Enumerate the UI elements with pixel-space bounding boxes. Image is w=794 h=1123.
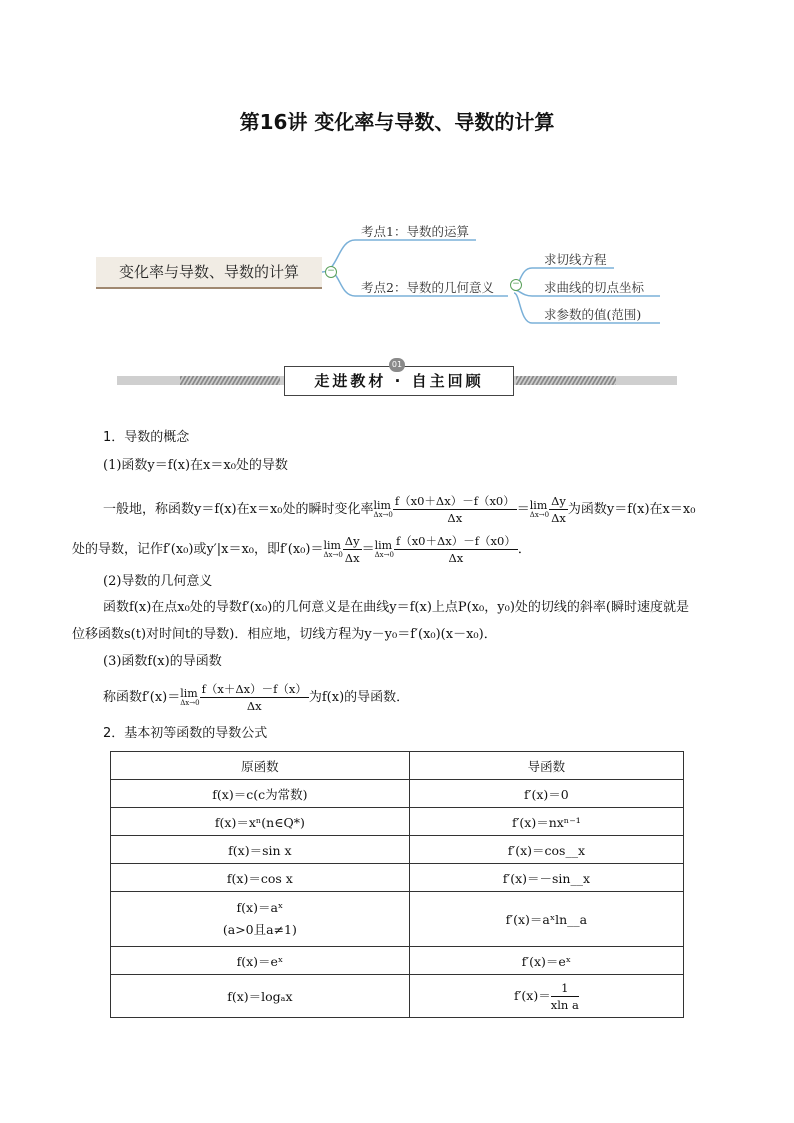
page-title: 第16讲 变化率与导数、导数的计算 bbox=[239, 110, 555, 134]
mindmap-sub-item: 求切线方程 bbox=[544, 252, 607, 267]
table-row: f(x)＝logₐx f′(x)＝ $\frac{1}{\text{xln a}}$ bbox=[111, 975, 684, 1018]
section-banner: 走进教材 · 自主回顾 bbox=[284, 366, 514, 396]
definition-line-1: 一般地，称函数y＝f(x)在x＝x₀处的瞬时变化率lim Δx→0 $\frac{f(x0+\Delta x)-f(x0)}{\Delta x}$ ＝lim Δx→0 $\frac{\Delta y}{\Delta x}$ 为函数y＝f(x)在x＝x₀ bbox=[103, 494, 696, 525]
section-heading: 1．导数的概念 bbox=[103, 430, 190, 445]
table-cell-line: (a>0且a≠1) bbox=[222, 922, 297, 937]
derivative-formula-table bbox=[110, 751, 684, 1018]
table-header: 导函数 bbox=[409, 752, 683, 780]
reciprocal-fraction: $\frac{1}{\text{xln a}}$ bbox=[550, 980, 579, 1012]
table-row: f(x)＝xⁿ(n∈Q*) f′(x)＝nxⁿ⁻¹ bbox=[111, 808, 684, 836]
derivative-function-definition: 称函数f′(x)＝lim Δx→0 $\frac{f(x+\Delta x)-f(x)}{\Delta x}$ 为f(x)的导函数． bbox=[103, 682, 410, 713]
table-cell-line: f(x)＝aˣ bbox=[236, 900, 284, 915]
table-row: f(x)＝eˣ f′(x)＝eˣ bbox=[111, 947, 684, 975]
collapse-icon[interactable]: − bbox=[510, 279, 522, 291]
geometric-meaning-line-1: 函数f(x)在点x₀处的导数f′(x₀)的几何意义是在曲线y＝f(x)上点P(x₀，y₀)处的切线的斜率(瞬时速度就是 bbox=[103, 600, 689, 615]
mindmap-sub-item: 求参数的值(范围) bbox=[544, 307, 642, 322]
collapse-icon[interactable]: − bbox=[325, 266, 337, 278]
subheading: (2)导数的几何意义 bbox=[103, 574, 213, 589]
subheading: (1)函数y＝f(x)在x＝x₀处的导数 bbox=[103, 458, 288, 473]
geometric-meaning-line-2: 位移函数s(t)对时间t的导数)．相应地，切线方程为y－y₀＝f′(x₀)(x－x₀)． bbox=[72, 627, 497, 642]
difference-quotient: $\frac{f(x0+\Delta x)-f(x0)}{\Delta x}$ bbox=[394, 494, 515, 525]
section-heading: 2．基本初等函数的导数公式 bbox=[103, 726, 268, 741]
mindmap-sub-item: 求曲线的切点坐标 bbox=[544, 280, 645, 295]
table-header: 原函数 bbox=[111, 752, 410, 780]
mindmap-root: 变化率与导数、导数的计算 bbox=[96, 257, 322, 289]
lim-symbol: lim Δx→0 bbox=[373, 499, 393, 519]
section-badge: 01 bbox=[389, 358, 405, 372]
mindmap-kp2: 考点2：导数的几何意义 bbox=[361, 280, 494, 295]
table-row: f(x)＝sin x f′(x)＝cos__x bbox=[111, 836, 684, 864]
mindmap-kp1: 考点1：导数的运算 bbox=[361, 224, 469, 239]
subheading: (3)函数f(x)的导函数 bbox=[103, 654, 222, 669]
table-row: f(x)＝c(c为常数) f′(x)＝0 bbox=[111, 780, 684, 808]
table-row: f(x)＝cos x f′(x)＝－sin__x bbox=[111, 864, 684, 892]
definition-line-2: 处的导数，记作f′(x₀)或y′|x＝x₀，即f′(x₀)＝lim Δx→0 $\frac{\Delta y}{\Delta x}$ ＝lim Δx→0 $\frac{f(x0+\Delta x)-f(x0)}{\Delta x}$ ． bbox=[72, 534, 531, 565]
table-row: f(x)＝aˣ (a>0且a≠1) f′(x)＝aˣln__a bbox=[111, 892, 684, 947]
